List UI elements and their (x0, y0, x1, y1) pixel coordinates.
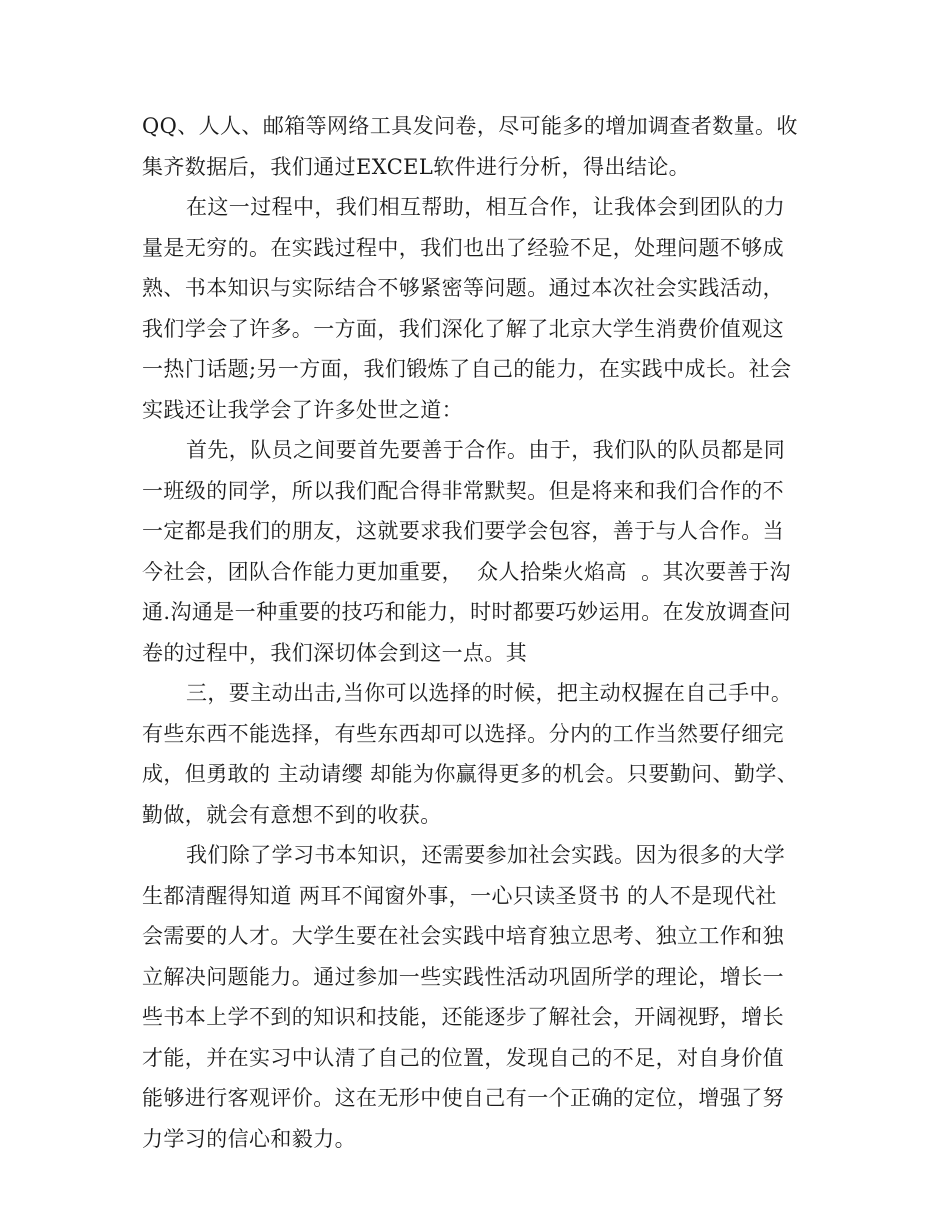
text-line: 力学习的信心和毅力。 (142, 1126, 356, 1151)
text-line: 三，要主动出击,当你可以选择的时候，把主动权握在自己手中。 (186, 681, 793, 705)
text-line: 卷的过程中，我们深切体会到这一点。其 (142, 640, 528, 665)
text-line: 集齐数据后，我们通过EXCEL软件进行分析，得出结论。 (142, 154, 691, 179)
text-line: QQ、人人、邮箱等网络工具发问卷，尽可能多的增加调查者数量。收 (142, 114, 798, 138)
text-line: 通.沟通是一种重要的技巧和能力，时时都要巧妙运用。在发放调查问 (142, 600, 792, 624)
text-line: 生都清醒得知道 两耳不闻窗外事，一心只读圣贤书 的人不是现代社 (142, 883, 777, 908)
text-line: 一班级的同学，所以我们配合得非常默契。但是将来和我们合作的不 (142, 478, 784, 503)
text-line: 实践还让我学会了许多处世之道： (142, 397, 463, 422)
text-line: 勤做，就会有意想不到的收获。 (142, 802, 442, 827)
text-line: 首先，队员之间要首先要善于合作。由于，我们队的队员都是同 (186, 438, 786, 462)
text-line: 些书本上学不到的知识和技能，还能逐步了解社会，开阔视野，增长 (142, 1005, 784, 1029)
document-body (142, 106, 810, 1159)
text-line: 我们学会了许多。一方面，我们深化了解了北京大学生消费价值观这 (142, 316, 784, 341)
text-line: 成，但勇敢的 主动请缨 却能为你赢得更多的机会。只要勤问、勤学、 (142, 762, 799, 786)
text-line: 能够进行客观评价。这在无形中使自己有一个正确的定位，增强了努 (142, 1086, 784, 1110)
text-line: 立解决问题能力。通过参加一些实践性活动巩固所学的理论，增长一 (142, 964, 784, 989)
text-line: 熟、书本知识与实际结合不够紧密等问题。通过本次社会实践活动， (142, 276, 784, 300)
text-line: 一定都是我们的朋友，这就要求我们要学会包容，善于与人合作。当 (142, 519, 784, 543)
text-line: 有些东西不能选择，有些东西却可以选择。分内的工作当然要仔细完 (142, 721, 784, 746)
text-line: 才能，并在实习中认清了自己的位置，发现自己的不足，对自身价值 (142, 1045, 784, 1070)
text-line: 一热门话题;另一方面，我们锻炼了自己的能力，在实践中成长。社会 (142, 357, 792, 381)
text-line: 我们除了学习书本知识，还需要参加社会实践。因为很多的大学 (186, 843, 786, 867)
text-line: 会需要的人才。大学生要在社会实践中培育独立思考、独立工作和独 (142, 924, 784, 948)
text-line: 在这一过程中，我们相互帮助，相互合作，让我体会到团队的力 (186, 195, 786, 219)
text-line: 今社会，团队合作能力更加重要， 众人拾柴火焰高 。其次要善于沟 (142, 559, 791, 584)
text-line: 量是无穷的。在实践过程中，我们也出了经验不足，处理问题不够成 (142, 235, 784, 260)
